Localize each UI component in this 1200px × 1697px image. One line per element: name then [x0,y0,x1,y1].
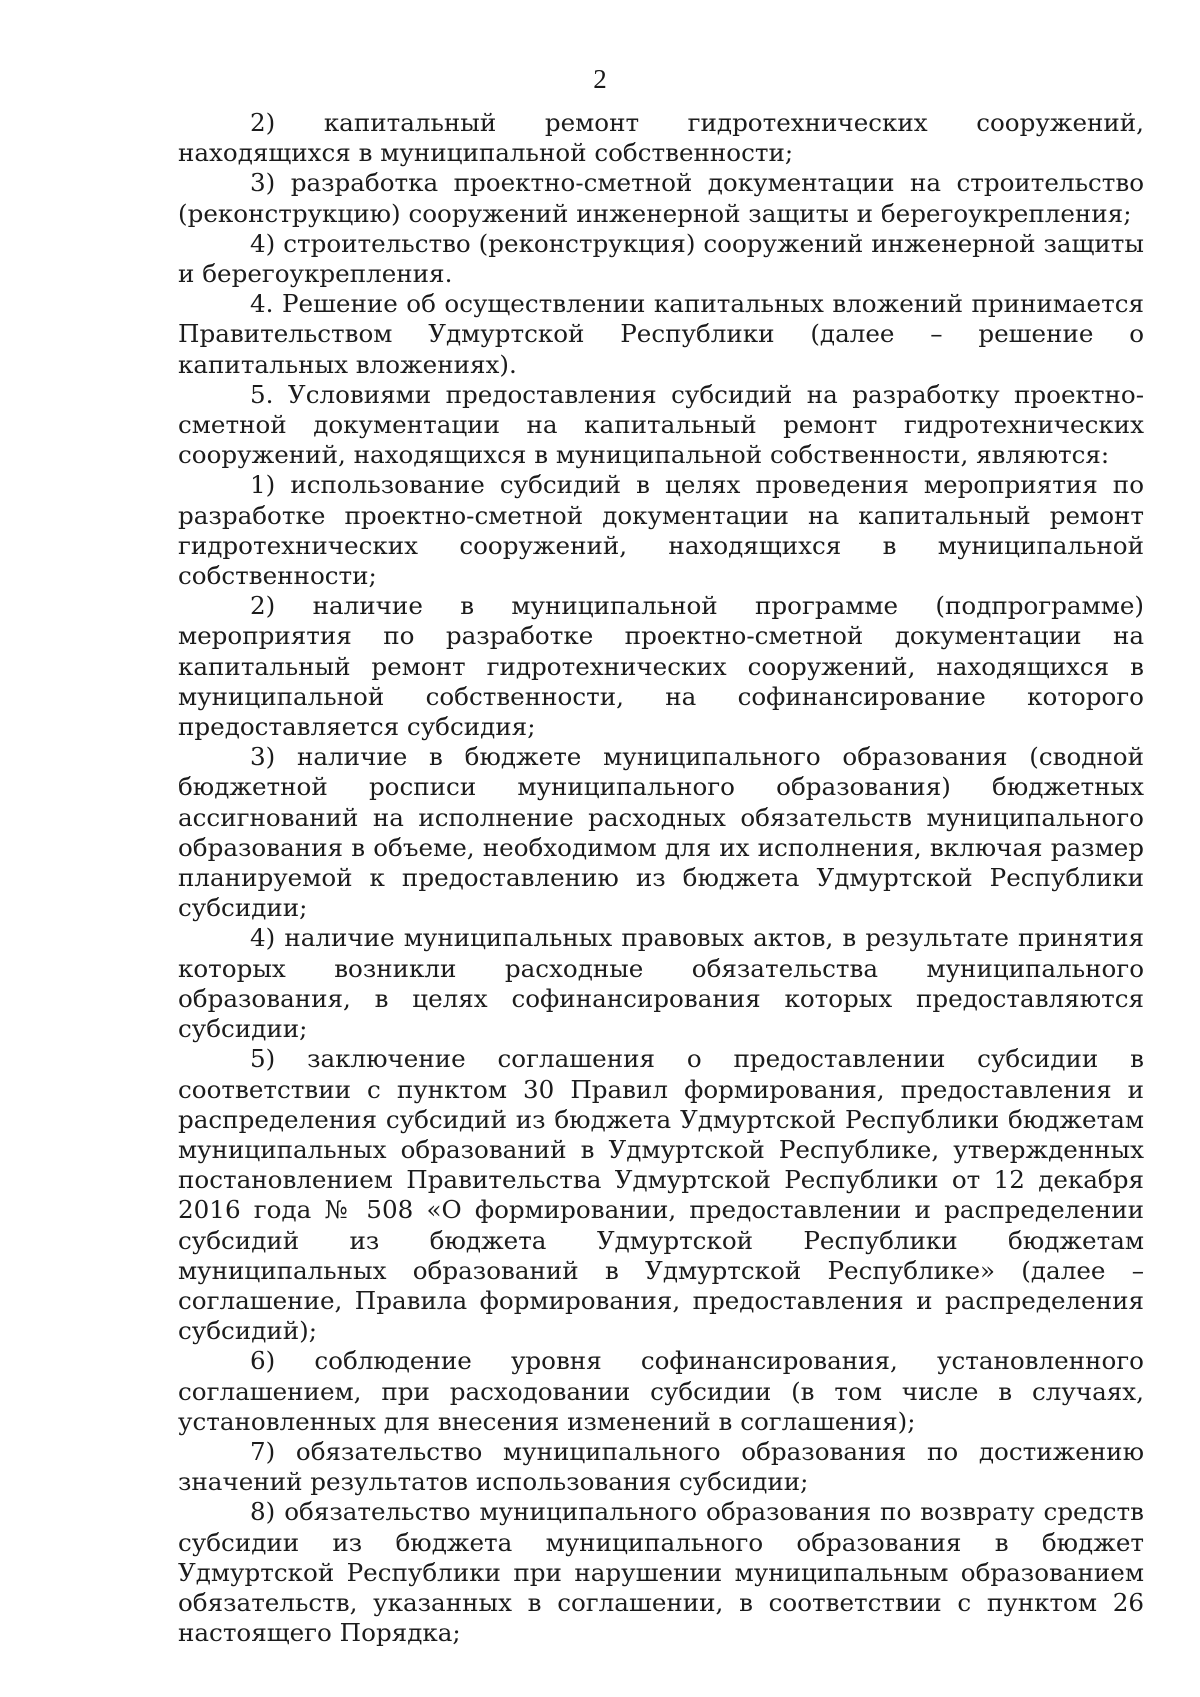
paragraph: 4) наличие муниципальных правовых актов, в результате принятия которых возникли расходные обязательства муниципального образования, в целях софинансирования которых предоставляются субсидии; [178,923,1144,1044]
paragraph: 7) обязательство муниципального образования по достижению значений результатов использования субсидии; [178,1436,1144,1497]
paragraph: 4) строительство (реконструкция) сооружений инженерной защиты и берегоукрепления. [178,228,1144,289]
paragraph: 5. Условиями предоставления субсидий на разработку проектно-сметной документации на капитальный ремонт гидротехнических сооружений, находящихся в муниципальной собственности, являются: [178,379,1144,470]
paragraph: 3) наличие в бюджете муниципального образования (сводной бюджетной росписи муниципального образования) бюджетных ассигнований на исполнение расходных обязательств муниципального образования в объеме, необходимом для их исполнения, включая размер планируемой к предоставлению из бюджета Удмуртской Республики субсидии; [178,742,1144,923]
document-body [178,108,1144,1648]
paragraph: 1) использование субсидий в целях проведения мероприятия по разработке проектно-сметной документации на капитальный ремонт гидротехнических сооружений, находящихся в муниципальной собственности; [178,470,1144,591]
paragraph: 2) капитальный ремонт гидротехнических сооружений, находящихся в муниципальной собственности; [178,108,1144,168]
page-number: 2 [593,64,607,94]
paragraph: 3) разработка проектно-сметной документации на строительство (реконструкцию) сооружений инженерной защиты и берегоукрепления; [178,168,1144,228]
paragraph: 8) обязательство муниципального образования по возврату средств субсидии из бюджета муниципального образования в бюджет Удмуртской Республики при нарушении муниципальным образованием обязательств, указанных в соглашении, в соответствии с пунктом 26 настоящего Порядка; [178,1497,1144,1648]
paragraph: 6) соблюдение уровня софинансирования, установленного соглашением, при расходовании субсидии (в том числе в случаях, установленных для внесения изменений в соглашения); [178,1346,1144,1436]
paragraph: 2) наличие в муниципальной программе (подпрограмме) мероприятия по разработке проектно-сметной документации на капитальный ремонт гидротехнических сооружений, находящихся в муниципальной собственности, на софинансирование которого предоставляется субсидия; [178,591,1144,742]
paragraph: 5) заключение соглашения о предоставлении субсидии в соответствии с пунктом 30 Правил формирования, предоставления и распределения субсидий из бюджета Удмуртской Республики бюджетам муниципальных образований в Удмуртской Республике, утвержденных постановлением Правительства Удмуртской Республики от 12 декабря 2016 года № 508 «О формировании, предоставлении и распределении субсидий из бюджета Удмуртской Республики бюджетам муниципальных образований в Удмуртской Республике» (далее – соглашение, Правила формирования, предоставления и распределения субсидий); [178,1044,1144,1346]
paragraph: 4. Решение об осуществлении капитальных вложений принимается Правительством Удмуртской Республики (далее – решение о капитальных вложениях). [178,289,1144,379]
